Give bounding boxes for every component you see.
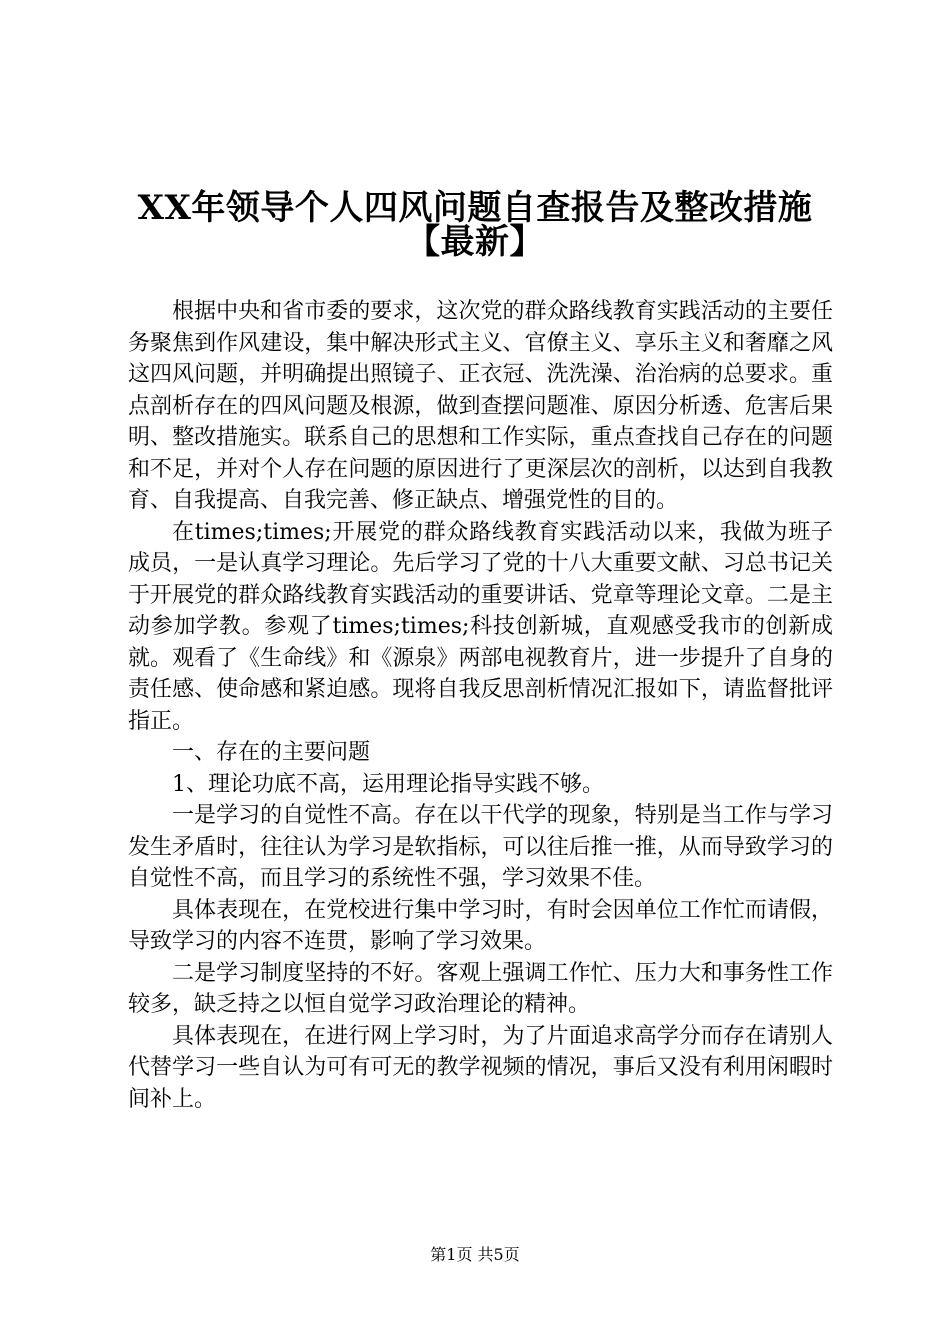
section-heading-problems: 一、存在的主要问题 [172, 740, 371, 765]
document-body [128, 296, 833, 1115]
paragraph-activities: 在times;times;开展党的群众路线教育实践活动以来，我做为班子成员，一是认真学习理论。先后学习了党的十八大重要文献、习总书记关于开展党的群众路线教育实践活动的重要讲话、党章等理论文章。二是主动参加学教。参观了times;times;科技创新城，直观感受我市的创新成就。观看了《生命线》和《源泉》两部电视教育片，进一步提升了自身的责任感、使命感和紧迫感。现将自我反思剖析情况汇报如下，请监督批评指正。 [128, 519, 833, 734]
page-footer: 第1页 共5页 [430, 1245, 520, 1264]
paragraph-point-two-detail: 具体表现在，在进行网上学习时，为了片面追求高学分而存在请别人代替学习一些自认为可有可无的教学视频的情况，事后又没有利用闲暇时间补上。 [128, 1023, 833, 1112]
paragraph-point-one-detail: 具体表现在，在党校进行集中学习时，有时会因单位工作忙而请假，导致学习的内容不连贯，影响了学习效果。 [128, 897, 833, 954]
subsection-heading-theory: 1、理论功底不高，运用理论指导实践不够。 [172, 771, 604, 797]
paragraph-point-one: 一是学习的自觉性不高。存在以干代学的现象，特别是当工作与学习发生矛盾时，往往认为学习是软指标，可以往后推一推，从而导致学习的自觉性不高，而且学习的系统性不强，学习效果不佳。 [128, 803, 833, 891]
document-title-suffix: 【最新】 [406, 222, 544, 262]
document-title: XX年领导个人四风问题自查报告及整改措施 [137, 188, 813, 228]
paragraph-point-two: 二是学习制度坚持的不好。客观上强调工作忙、压力大和事务性工作较多，缺乏持之以恒自觉学习政治理论的精神。 [128, 960, 833, 1017]
paragraph-intro: 根据中央和省市委的要求，这次党的群众路线教育实践活动的主要任务聚焦到作风建设，集中解决形式主义、官僚主义、享乐主义和奢靡之风这四风问题，并明确提出照镜子、正衣冠、洗洗澡、治治病的总要求。重点剖析存在的四风问题及根源，做到查摆问题准、原因分析透、危害后果明、整改措施实。联系自己的思想和工作实际，重点查找自己存在的问题和不足，并对个人存在问题的原因进行了更深层次的剖析，以达到自我教育、自我提高、自我完善、修正缺点、增强党性的目的。 [128, 299, 833, 513]
